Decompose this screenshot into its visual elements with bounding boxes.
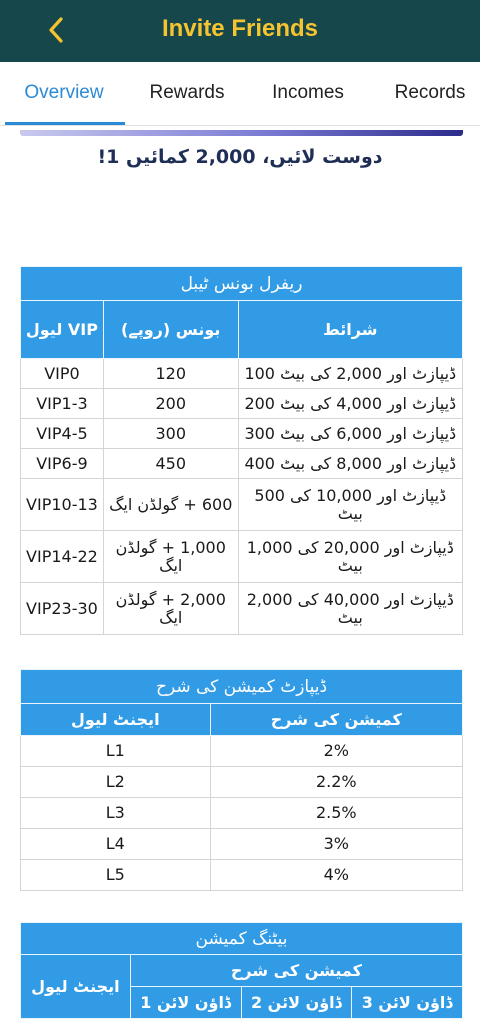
condition-cell: ڈیپازٹ اور 40,000 کی 2,000 بیٹ (238, 583, 462, 635)
condition-cell: ڈیپازٹ اور 2,000 کی بیٹ 100 (238, 359, 462, 389)
condition-cell: ڈیپازٹ اور 8,000 کی بیٹ 400 (238, 449, 462, 479)
table-row (21, 531, 463, 583)
bonus-cell: 450 (103, 449, 238, 479)
agent-level-cell: L3 (21, 798, 211, 829)
table-row (21, 798, 463, 829)
condition-cell: ڈیپازٹ اور 10,000 کی 500 بیٹ (238, 479, 462, 531)
rate-cell: 2.5% (210, 798, 462, 829)
banner-strip (20, 130, 463, 136)
rate-cell: 2.2% (210, 767, 462, 798)
header-commission-rate: کمیشن کی شرح (130, 955, 462, 987)
table-row (21, 389, 463, 419)
header-agent-level: ایجنٹ لیول (21, 704, 211, 736)
agent-level-cell: L4 (21, 829, 211, 860)
table-row (21, 419, 463, 449)
table-caption: ریفرل بونس ٹیبل (21, 267, 463, 301)
bonus-cell: 120 (103, 359, 238, 389)
condition-cell: ڈیپازٹ اور 20,000 کی 1,000 بیٹ (238, 531, 462, 583)
table-caption: ڈیپازٹ کمیشن کی شرح (21, 670, 463, 704)
vip-cell: VIP0 (21, 359, 104, 389)
table-row (21, 359, 463, 389)
page-title: Invite Friends (161, 15, 319, 42)
vip-cell: VIP1-3 (21, 389, 104, 419)
table-row (21, 449, 463, 479)
header-agent-level: ایجنٹ لیول (21, 955, 131, 1019)
header-commission-rate: کمیشن کی شرح (210, 704, 462, 736)
tab-bar (0, 62, 480, 126)
header-bonus: بونس (روپے) (103, 301, 238, 359)
app-bar (0, 0, 480, 62)
table-row (21, 767, 463, 798)
header-downline-1: ڈاؤن لائن 1 (130, 987, 241, 1019)
header-conditions: شرائط (238, 301, 462, 359)
tab-divider (0, 125, 480, 126)
deposit-commission-table (20, 669, 463, 891)
condition-cell: ڈیپازٹ اور 6,000 کی بیٹ 300 (238, 419, 462, 449)
headline: دوست لائیں، 2,000 کمائیں 1! (97, 146, 383, 168)
table-row (21, 583, 463, 635)
bonus-cell: 200 (103, 389, 238, 419)
tab-rewards[interactable]: Rewards (149, 82, 225, 103)
rate-cell: 2% (210, 736, 462, 767)
tab-records[interactable]: Records (394, 82, 466, 103)
tab-overview[interactable]: Overview (24, 82, 104, 103)
condition-cell: ڈیپازٹ اور 4,000 کی بیٹ 200 (238, 389, 462, 419)
table-row (21, 736, 463, 767)
vip-cell: VIP4-5 (21, 419, 104, 449)
tab-incomes[interactable]: Incomes (272, 82, 344, 103)
header-downline-2: ڈاؤن لائن 2 (241, 987, 352, 1019)
betting-commission-table (20, 922, 463, 1019)
referral-bonus-table (20, 266, 463, 635)
rate-cell: 3% (210, 829, 462, 860)
agent-level-cell: L1 (21, 736, 211, 767)
table-row (21, 829, 463, 860)
table-caption: بیٹنگ کمیشن (21, 923, 463, 955)
vip-cell: VIP14-22 (21, 531, 104, 583)
agent-level-cell: L2 (21, 767, 211, 798)
vip-cell: VIP10-13 (21, 479, 104, 531)
vip-cell: VIP23-30 (21, 583, 104, 635)
table-row (21, 860, 463, 891)
agent-level-cell: L5 (21, 860, 211, 891)
vip-cell: VIP6-9 (21, 449, 104, 479)
bonus-cell: 300 (103, 419, 238, 449)
header-vip-level: VIP لیول (21, 301, 104, 359)
header-downline-3: ڈاؤن لائن 3 (352, 987, 463, 1019)
bonus-cell: 2,000 + گولڈن ایگ (103, 583, 238, 635)
table-row (21, 479, 463, 531)
rate-cell: 4% (210, 860, 462, 891)
bonus-cell: 1,000 + گولڈن ایگ (103, 531, 238, 583)
bonus-cell: 600 + گولڈن ایگ (103, 479, 238, 531)
